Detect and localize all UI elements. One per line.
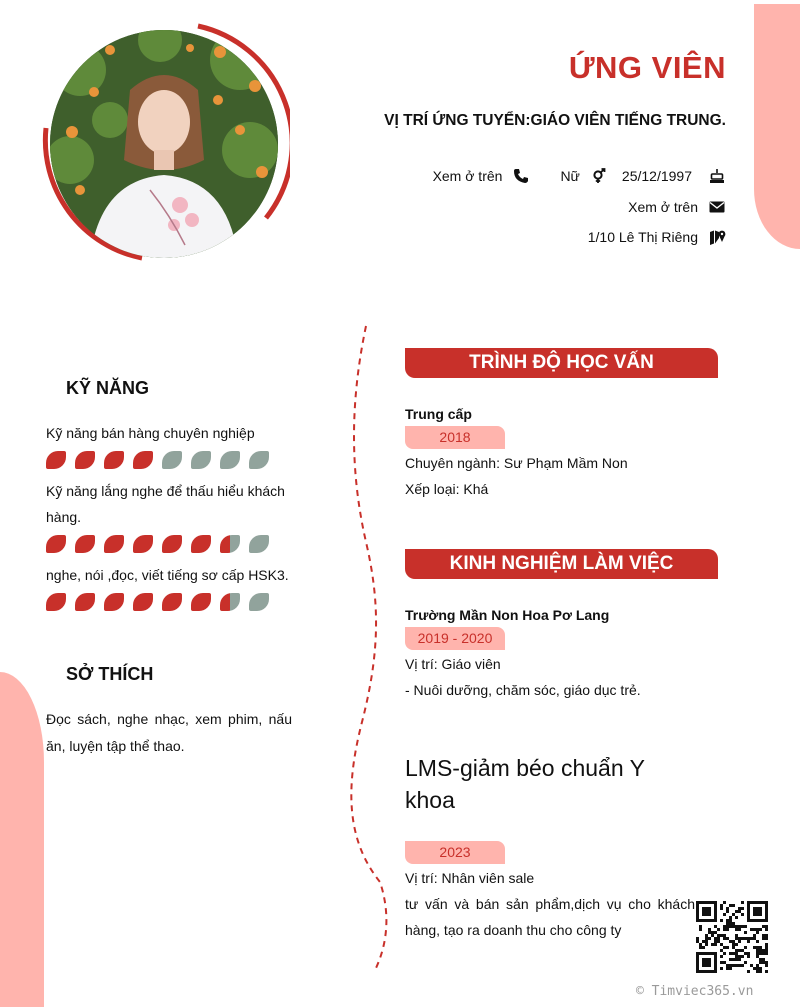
skill-dot bbox=[249, 451, 269, 469]
envelope-icon bbox=[708, 198, 726, 216]
skill-rating bbox=[46, 451, 278, 469]
skill-dot bbox=[104, 593, 124, 611]
map-icon bbox=[708, 228, 726, 246]
skill-name: Kỹ năng lắng nghe để thấu hiểu khách hàng. bbox=[46, 483, 285, 525]
footer-watermark: © Timviec365.vn bbox=[636, 984, 754, 999]
skill-dot bbox=[75, 451, 95, 469]
skill-dot bbox=[249, 535, 269, 553]
job-years: 2023 bbox=[405, 841, 505, 864]
contact-row-3 bbox=[588, 228, 726, 246]
decor-shape-bottom-left bbox=[0, 672, 44, 1007]
skill-dot bbox=[191, 535, 211, 553]
birthday-item bbox=[622, 167, 726, 185]
job-company: Trường Mần Non Hoa Pơ Lang bbox=[405, 607, 610, 623]
skills-title: KỸ NĂNG bbox=[66, 378, 150, 398]
phone-icon bbox=[512, 167, 530, 185]
skill-dot bbox=[46, 451, 66, 469]
skill-dot bbox=[75, 593, 95, 611]
education-banner: TRÌNH ĐỘ HỌC VẤN bbox=[405, 348, 718, 378]
phone-value: Xem ở trên bbox=[432, 168, 503, 184]
skill-dot bbox=[191, 593, 211, 611]
gender-item bbox=[560, 167, 607, 185]
skill-dot bbox=[220, 535, 240, 553]
phone-item bbox=[433, 167, 531, 185]
skill-dot bbox=[133, 535, 153, 553]
address-value: 1/10 Lê Thị Riêng bbox=[587, 229, 698, 245]
profile-photo bbox=[38, 18, 290, 270]
skill-name: nghe, nói ,đọc, viết tiếng sơ cấp HSK3. bbox=[46, 567, 289, 583]
job-company: LMS-giảm béo chuẩn Y khoa bbox=[405, 755, 645, 813]
skill-rating bbox=[46, 535, 278, 553]
education-year: 2018 bbox=[405, 426, 505, 449]
skill-rating bbox=[46, 593, 278, 611]
skill-dot bbox=[249, 593, 269, 611]
skill-dot bbox=[133, 451, 153, 469]
candidate-name: ỨNG VIÊN bbox=[568, 50, 726, 85]
gender-icon bbox=[590, 167, 608, 185]
skill-name: Kỹ năng bán hàng chuyên nghiệp bbox=[46, 425, 255, 441]
email-value: Xem ở trên bbox=[628, 199, 698, 215]
skill-dot bbox=[46, 535, 66, 553]
job-role: Vị trí: Giáo viên bbox=[405, 656, 501, 672]
hobbies-title: SỞ THÍCH bbox=[66, 664, 154, 684]
contact-row-2 bbox=[628, 198, 726, 216]
skill-dot bbox=[162, 451, 182, 469]
skill-dot bbox=[133, 593, 153, 611]
skill-dot bbox=[75, 535, 95, 553]
contact-row-1 bbox=[433, 167, 726, 185]
skill-dot bbox=[104, 451, 124, 469]
birthday-cake-icon bbox=[708, 167, 726, 185]
avatar bbox=[50, 30, 278, 258]
education-major: Chuyên ngành: Sư Phạm Mầm Non bbox=[405, 455, 628, 471]
skill-dot bbox=[162, 593, 182, 611]
skill-dot bbox=[220, 451, 240, 469]
skill-dot bbox=[191, 451, 211, 469]
applied-position: VỊ TRÍ ỨNG TUYỂN:GIÁO VIÊN TIẾNG TRUNG. bbox=[384, 112, 726, 129]
job-role: Vị trí: Nhân viên sale bbox=[405, 870, 535, 886]
hobbies-text: Đọc sách, nghe nhạc, xem phim, nấu ăn, luyện tập thể thao. bbox=[46, 711, 292, 754]
decor-shape-top-right bbox=[754, 4, 800, 249]
wavy-divider bbox=[340, 322, 400, 972]
education-grade: Xếp loại: Khá bbox=[405, 481, 489, 497]
skill-dot bbox=[220, 593, 240, 611]
experience-banner: KINH NGHIỆM LÀM VIỆC bbox=[405, 549, 718, 579]
birthday-value: 25/12/1997 bbox=[621, 168, 692, 184]
job-description: - Nuôi dưỡng, chăm sóc, giáo dục trẻ. bbox=[405, 682, 641, 698]
skill-dot bbox=[46, 593, 66, 611]
job-years: 2019 - 2020 bbox=[405, 627, 505, 650]
job-description: tư vấn và bán sản phẩm,dịch vụ cho khách hàng, tạo ra doanh thu cho công ty bbox=[405, 896, 695, 938]
skill-dot bbox=[162, 535, 182, 553]
skill-dot bbox=[104, 535, 124, 553]
gender-value: Nữ bbox=[560, 168, 580, 184]
qr-code bbox=[696, 901, 768, 973]
education-school: Trung cấp bbox=[405, 406, 472, 422]
